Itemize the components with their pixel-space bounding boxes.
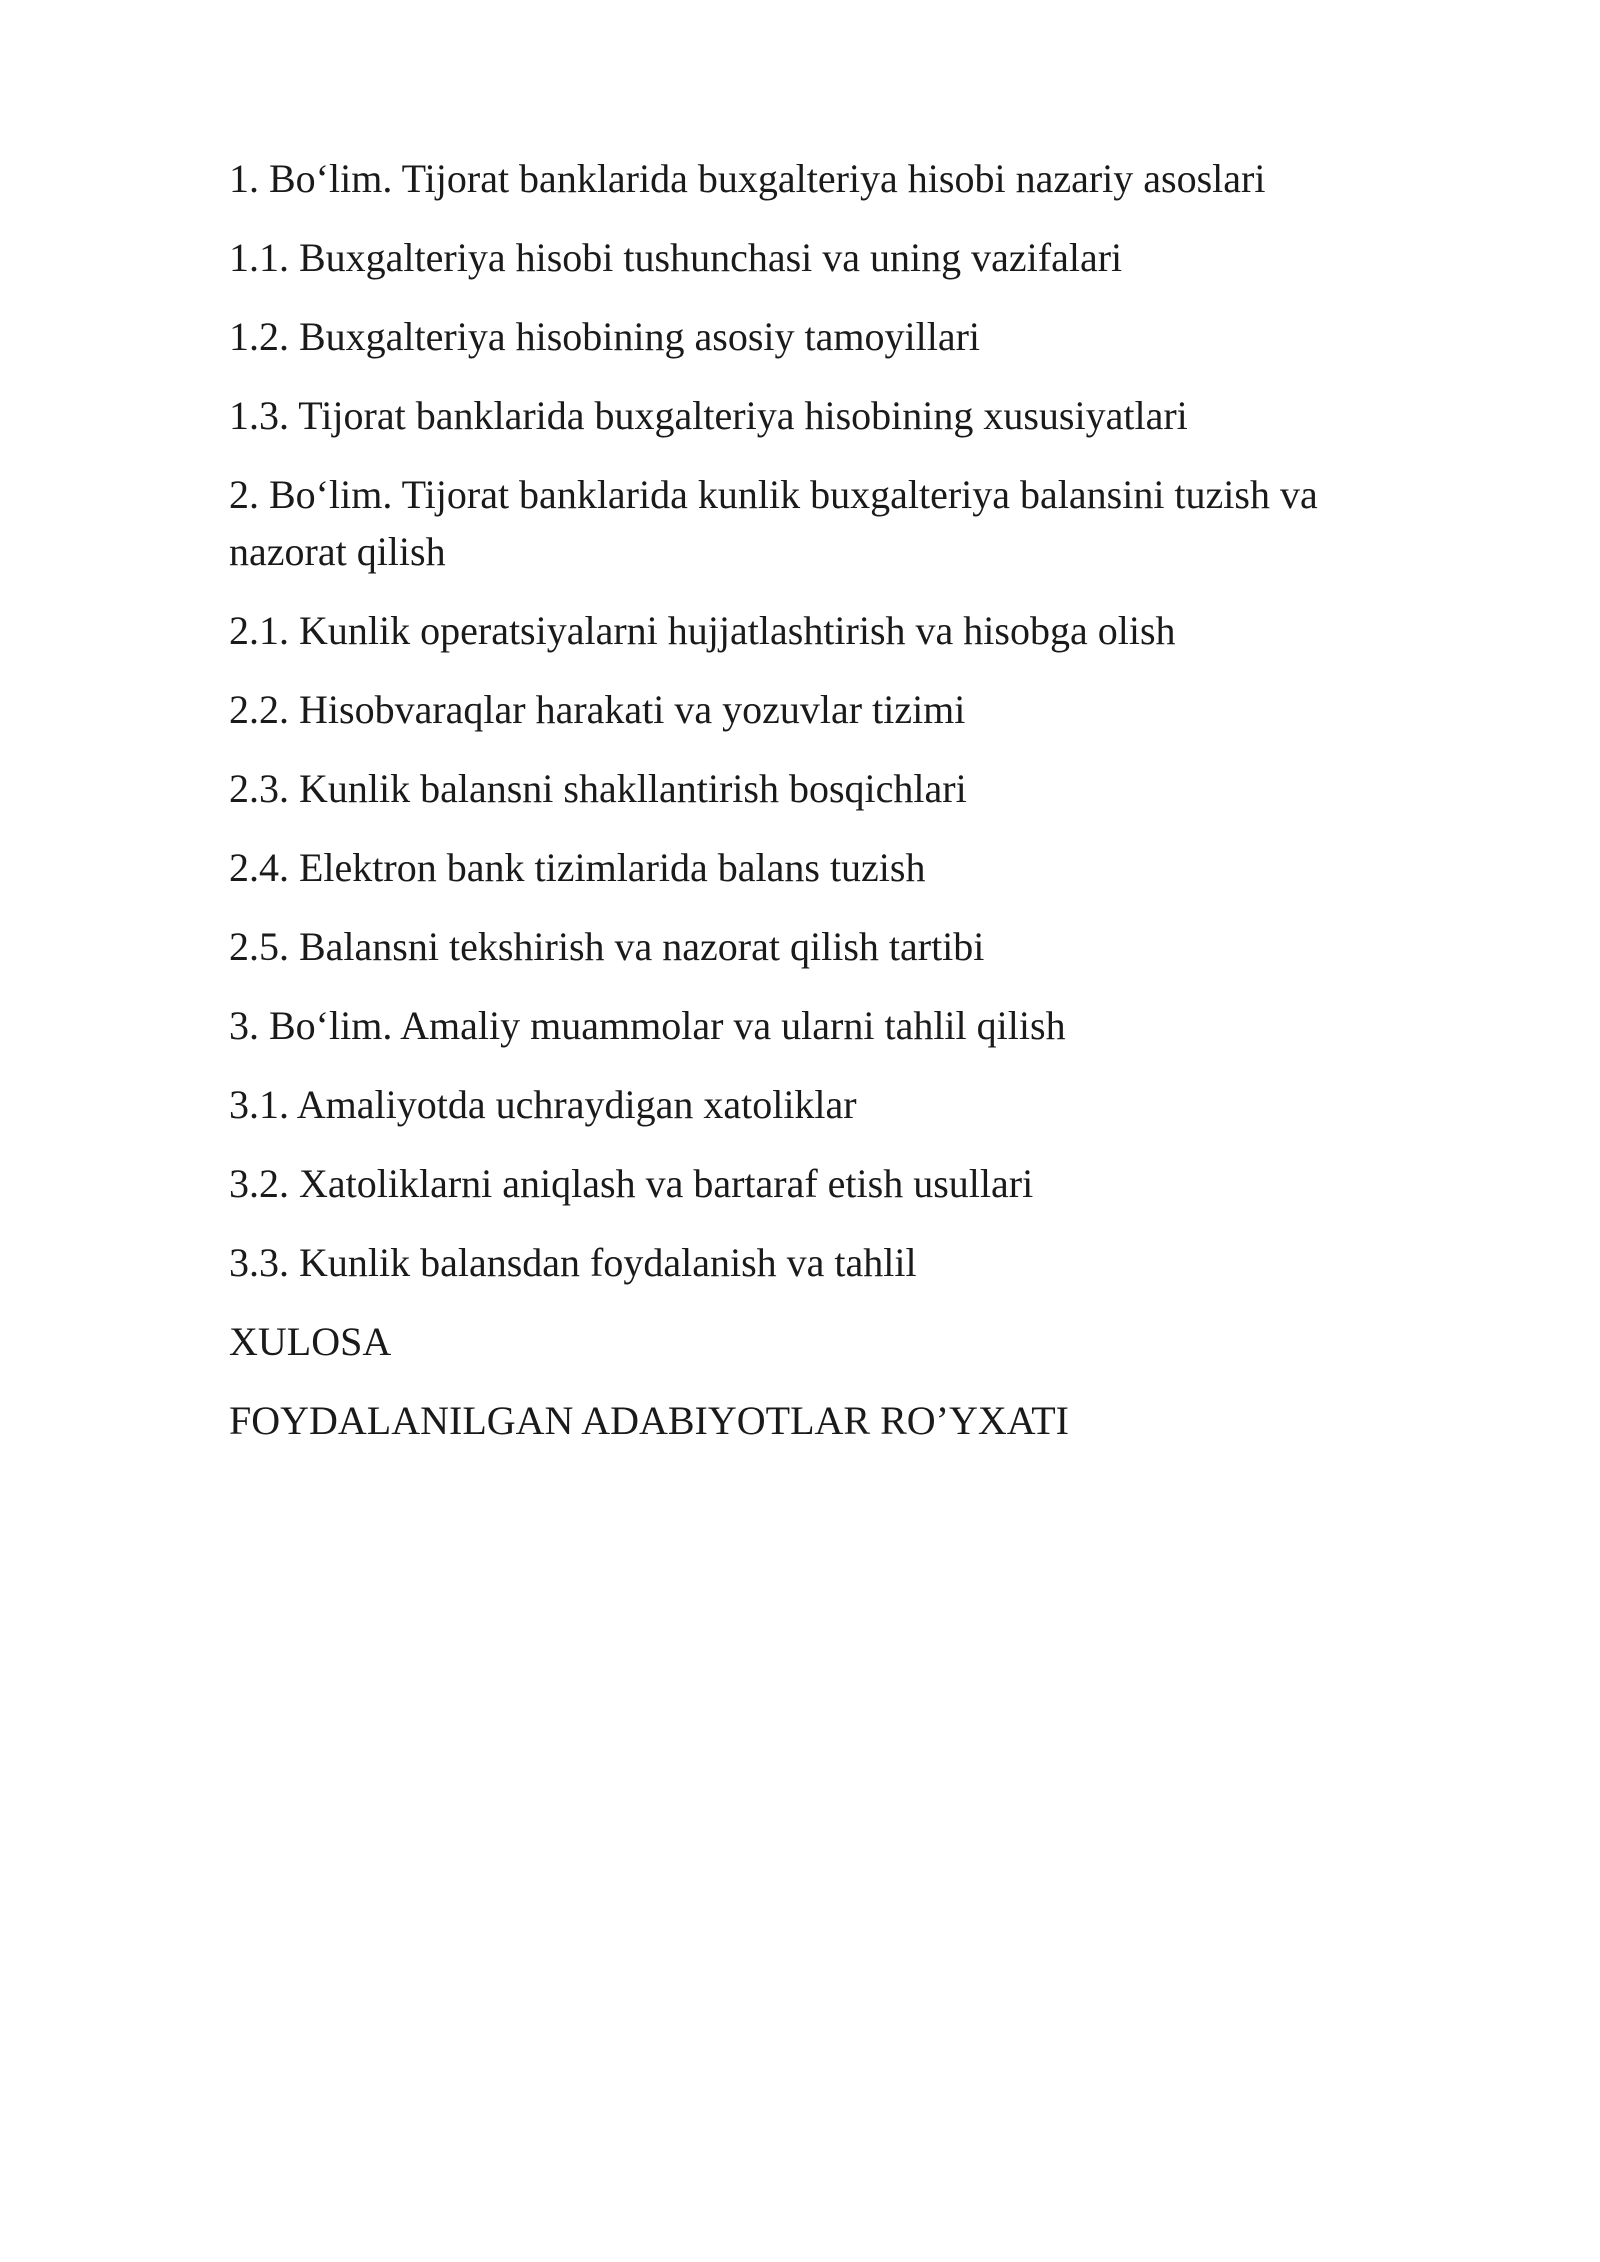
- toc-entry-references: FOYDALANILGAN ADABIYOTLAR RO’YXATI: [229, 1398, 1069, 1443]
- toc-entry-2-2: 2.2. Hisobvaraqlar harakati va yozuvlar tizimi: [229, 687, 966, 732]
- toc-entry-2-1: 2.1. Kunlik operatsiyalarni hujjatlashtirish va hisobga olish: [229, 608, 1176, 653]
- toc-entry-3-1: 3.1. Amaliyotda uchraydigan xatoliklar: [229, 1082, 857, 1127]
- toc-entry-3-2: 3.2. Xatoliklarni aniqlash va bartaraf etish usullari: [229, 1161, 1034, 1206]
- toc-entry-section-2: 2. Bo‘lim. Tijorat banklarida kunlik buxgalteriya balansini tuzish va nazorat qilish: [229, 472, 1318, 574]
- toc-entry-1-1: 1.1. Buxgalteriya hisobi tushunchasi va uning vazifalari: [229, 235, 1123, 280]
- toc-entry-section-3: 3. Bo‘lim. Amaliy muammolar va ularni tahlil qilish: [229, 1003, 1066, 1048]
- table-of-contents: [229, 150, 1429, 1471]
- toc-entry-2-3: 2.3. Kunlik balansni shakllantirish bosqichlari: [229, 766, 967, 811]
- toc-entry-1-2: 1.2. Buxgalteriya hisobining asosiy tamoyillari: [229, 314, 981, 359]
- toc-entry-conclusion: XULOSA: [229, 1319, 392, 1364]
- toc-entry-section-1: 1. Bo‘lim. Tijorat banklarida buxgalteriya hisobi nazariy asoslari: [229, 156, 1266, 201]
- toc-entry-2-4: 2.4. Elektron bank tizimlarida balans tuzish: [229, 845, 926, 890]
- toc-entry-2-5: 2.5. Balansni tekshirish va nazorat qilish tartibi: [229, 924, 985, 969]
- toc-entry-1-3: 1.3. Tijorat banklarida buxgalteriya hisobining xususiyatlari: [229, 393, 1188, 438]
- toc-entry-3-3: 3.3. Kunlik balansdan foydalanish va tahlil: [229, 1240, 917, 1285]
